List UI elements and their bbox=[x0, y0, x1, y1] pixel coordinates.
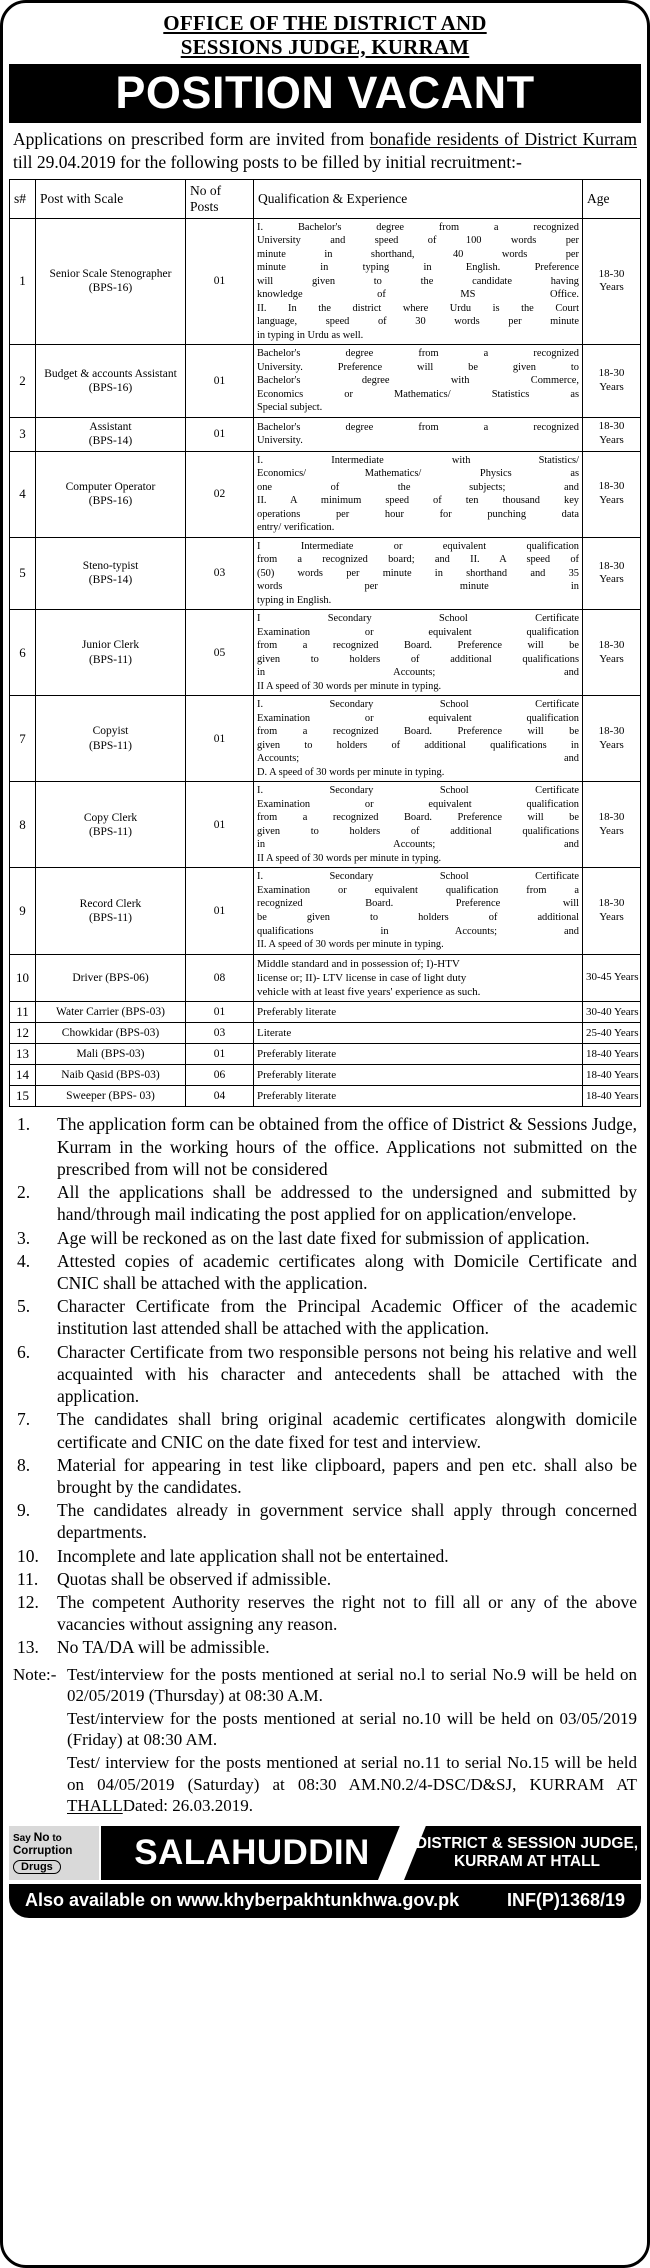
table-row bbox=[10, 954, 641, 1002]
condition-number: 10. bbox=[17, 1545, 39, 1566]
note-line-3-b: Dated: 26.03.2019. bbox=[122, 1796, 254, 1816]
post-title: Steno-typist bbox=[82, 560, 139, 572]
cell-post bbox=[36, 1002, 186, 1023]
post-title: Assistant bbox=[89, 420, 132, 433]
condition-item bbox=[11, 1568, 637, 1590]
age-unit: Years bbox=[599, 494, 624, 507]
condition-text: Age will be reckoned as on the last date fixed for submission of application. bbox=[57, 1227, 590, 1248]
cell-age: 18-40 Years bbox=[583, 1086, 641, 1107]
office-heading bbox=[9, 7, 641, 62]
note-block bbox=[9, 1660, 641, 1818]
qualification-line: II. In the district where Urdu is the Court bbox=[257, 302, 579, 314]
col-header-post: Post with Scale bbox=[36, 179, 186, 218]
cell-age: 30-45 Years bbox=[583, 954, 641, 1002]
cell-serial: 13 bbox=[10, 1044, 36, 1065]
cell-no-of-posts: 02 bbox=[186, 451, 254, 537]
table-row bbox=[10, 218, 641, 345]
table-row bbox=[10, 1002, 641, 1023]
condition-text: All the applications shall be addressed to the undersigned and submitted by hand/through mail indicating the post applied for on application/envelope. bbox=[57, 1182, 637, 1225]
signatory-title-line2: KURRAM AT HTALL bbox=[453, 1852, 601, 1870]
cell-post bbox=[36, 1086, 186, 1107]
cell-serial: 10 bbox=[10, 954, 36, 1002]
cell-no-of-posts: 04 bbox=[186, 1086, 254, 1107]
cell-post bbox=[36, 1023, 186, 1044]
age-range: 18-30 bbox=[598, 638, 625, 651]
condition-item bbox=[11, 1499, 637, 1543]
intro-underlined: bonafide residents of District Kurram bbox=[369, 129, 637, 150]
condition-item bbox=[11, 1545, 637, 1567]
cell-post bbox=[36, 696, 186, 782]
post-title: Water Carrier (BPS-03) bbox=[56, 1006, 165, 1019]
qualification-line: University. bbox=[257, 435, 303, 447]
intro-part1: Applications on prescribed form are invited from bbox=[13, 129, 370, 150]
cell-age bbox=[583, 696, 641, 782]
cell-age: 30-40 Years bbox=[583, 1002, 641, 1023]
no-text: No bbox=[33, 1830, 50, 1845]
cell-qualification bbox=[254, 782, 583, 868]
qualification-line: Bachelor's degree from a recognized bbox=[257, 421, 579, 433]
cell-no-of-posts: 08 bbox=[186, 954, 254, 1002]
age-range: 18-30 bbox=[598, 267, 625, 280]
note-line-2: Test/interview for the posts mentioned at serial no.10 will be held on 03/05/2019 (Friday) at 08:30 AM. bbox=[67, 1708, 637, 1750]
qualification-line: I. Bachelor's degree from a recognized bbox=[257, 221, 579, 233]
cell-qualification bbox=[254, 1044, 583, 1065]
cell-serial: 14 bbox=[10, 1065, 36, 1086]
conditions-list bbox=[9, 1113, 641, 1658]
qualification-line: II. A speed of 30 words per minute in typing. bbox=[257, 939, 444, 951]
inf-code: INF(P)1368/19 bbox=[506, 1889, 625, 1910]
cell-qualification bbox=[254, 610, 583, 696]
to-text: to bbox=[49, 1833, 62, 1845]
condition-text: Incomplete and late application shall not be entertained. bbox=[57, 1545, 449, 1566]
qualification-line: Accounts; and bbox=[257, 753, 579, 765]
condition-number: 12. bbox=[17, 1592, 39, 1613]
condition-text: Attested copies of academic certificates along with Domicile Certificate and CNIC shall be attached with the application. bbox=[57, 1250, 637, 1293]
condition-number: 7. bbox=[17, 1409, 31, 1430]
qualification-line: Economics or Mathematics/ Statistics as bbox=[257, 388, 579, 400]
post-scale: (BPS-16) bbox=[88, 282, 133, 295]
office-heading-line1: OFFICE OF THE DISTRICT AND bbox=[163, 11, 487, 35]
table-row bbox=[10, 1065, 641, 1086]
post-scale: (BPS-14) bbox=[88, 574, 133, 587]
qualification-line: (50) words per minute in shorthand and 35 bbox=[257, 567, 579, 579]
cell-no-of-posts: 01 bbox=[186, 696, 254, 782]
cell-no-of-posts: 03 bbox=[186, 537, 254, 610]
cell-qualification bbox=[254, 1023, 583, 1044]
cell-serial: 5 bbox=[10, 537, 36, 610]
table-row bbox=[10, 782, 641, 868]
condition-text: No TA/DA will be admissible. bbox=[57, 1637, 270, 1658]
cell-post bbox=[36, 954, 186, 1002]
condition-number: 3. bbox=[17, 1227, 31, 1248]
cell-qualification bbox=[254, 1086, 583, 1107]
qualification-line: D. A speed of 30 words per minute in typing. bbox=[257, 766, 445, 778]
cell-serial: 4 bbox=[10, 451, 36, 537]
qualification-line: Examination or equivalent qualification bbox=[257, 798, 579, 810]
qualification-line: given to holders of additional qualifications in bbox=[257, 739, 579, 751]
qualification-line: minute in shorthand, 40 words per bbox=[257, 248, 579, 260]
qualification-line: Examination or equivalent qualification bbox=[257, 712, 579, 724]
qualification-line: I Intermediate or equivalent qualification bbox=[257, 540, 579, 552]
note-label: Note:- bbox=[13, 1664, 57, 1684]
qualification-line: Bachelor's degree from a recognized bbox=[257, 348, 579, 360]
posts-table-body bbox=[10, 218, 641, 1107]
table-row bbox=[10, 537, 641, 610]
cell-age bbox=[583, 868, 641, 954]
cell-no-of-posts: 03 bbox=[186, 1023, 254, 1044]
cell-post bbox=[36, 345, 186, 418]
condition-number: 5. bbox=[17, 1296, 31, 1317]
qualification-line: Economics/ Mathematics/ Physics as bbox=[257, 468, 579, 480]
website-text: Also available on www.khyberpakhtunkhwa.gov.pk bbox=[25, 1889, 460, 1910]
cell-age bbox=[583, 218, 641, 345]
qualification-line: in Accounts; and bbox=[257, 667, 579, 679]
cell-age bbox=[583, 610, 641, 696]
qualification-line: knowledge of MS Office. bbox=[257, 289, 579, 301]
age-range: 18-30 bbox=[598, 811, 625, 824]
qualification-line: from a recognized Board. Preference will be bbox=[257, 640, 579, 652]
age-range: 18-30 bbox=[598, 897, 625, 910]
qualification-line: in Accounts; and bbox=[257, 839, 579, 851]
table-row bbox=[10, 696, 641, 782]
qualification-line: Special subject. bbox=[257, 402, 323, 414]
footer-strip bbox=[9, 1884, 641, 1918]
condition-text: The application form can be obtained from the office of District & Sessions Judge, Kurram in the working hours of the office. Applications not submitted on the prescribed from will not be considered bbox=[57, 1114, 637, 1179]
cell-no-of-posts: 01 bbox=[186, 1002, 254, 1023]
qualification-line: one of the subjects; and bbox=[257, 481, 579, 493]
condition-number: 2. bbox=[17, 1182, 31, 1203]
qualification-line: minute in typing in English. Preference bbox=[257, 262, 579, 274]
table-row bbox=[10, 345, 641, 418]
qualification-line: I Secondary School Certificate bbox=[257, 613, 579, 625]
qualification-line: Bachelor's degree with Commerce, bbox=[257, 375, 579, 387]
cell-age bbox=[583, 417, 641, 451]
signature-strip bbox=[9, 1826, 641, 1880]
cell-serial: 15 bbox=[10, 1086, 36, 1107]
qualification-line: Literate bbox=[257, 1027, 292, 1040]
table-row bbox=[10, 1086, 641, 1107]
condition-number: 4. bbox=[17, 1250, 31, 1271]
qualification-line: I. Secondary School Certificate bbox=[257, 699, 579, 711]
table-row bbox=[10, 610, 641, 696]
age-unit: Years bbox=[599, 911, 624, 923]
intro-part2: till 29.04.2019 for the following posts to be filled by initial recruitment:- bbox=[13, 151, 522, 172]
post-title: Sweeper (BPS- 03) bbox=[66, 1090, 155, 1103]
post-scale: (BPS-16) bbox=[88, 381, 133, 394]
post-scale: (BPS-11) bbox=[88, 653, 133, 666]
cell-qualification bbox=[254, 345, 583, 418]
post-title: Driver (BPS-06) bbox=[72, 971, 149, 984]
note-line-3 bbox=[67, 1752, 637, 1817]
qualification-line: license or; II)- LTV license in case of light duty bbox=[257, 971, 467, 984]
condition-number: 11. bbox=[17, 1568, 39, 1589]
age-unit: Years bbox=[599, 652, 624, 665]
qualification-line: words per minute in bbox=[257, 581, 579, 593]
condition-text: Material for appearing in test like clipboard, papers and pen etc. shall also be brought by the candidates. bbox=[57, 1454, 637, 1497]
qualification-line: Preferably literate bbox=[257, 1090, 337, 1103]
post-scale: (BPS-11) bbox=[88, 739, 133, 752]
note-line-1: Test/interview for the posts mentioned at serial no.l to serial No.9 will be held on 02/05/2019 (Thursday) at 08:30 A.M. bbox=[67, 1664, 637, 1706]
cell-age: 18-40 Years bbox=[583, 1044, 641, 1065]
intro-paragraph bbox=[9, 123, 641, 178]
age-range: 18-30 bbox=[598, 367, 625, 380]
age-unit: Years bbox=[599, 380, 624, 393]
qualification-line: given to holders of additional qualifications bbox=[257, 825, 579, 837]
cell-qualification bbox=[254, 537, 583, 610]
qualification-line: Middle standard and in possession of; I)-HTV bbox=[257, 957, 460, 970]
signatory-name: SALAHUDDIN bbox=[101, 1826, 403, 1880]
anti-corruption-line2: Corruption bbox=[13, 1844, 73, 1857]
qualification-line: II. A minimum speed of ten thousand key bbox=[257, 495, 579, 507]
condition-item bbox=[11, 1295, 637, 1339]
qualification-line: vehicle with at least five years' experience as such. bbox=[257, 986, 481, 999]
table-row bbox=[10, 868, 641, 954]
post-scale: (BPS-11) bbox=[88, 912, 133, 924]
signatory-title-line1: DISTRICT & SESSION JUDGE, bbox=[415, 1834, 639, 1852]
cell-no-of-posts: 05 bbox=[186, 610, 254, 696]
condition-text: The candidates shall bring original academic certificates alongwith domicile certificate and CNIC on the date fixed for test and interview. bbox=[57, 1409, 637, 1452]
cell-no-of-posts: 06 bbox=[186, 1065, 254, 1086]
qualification-line: entry/ verification. bbox=[257, 522, 335, 534]
qualification-line: given to holders of additional qualifications bbox=[257, 653, 579, 665]
post-scale: (BPS-11) bbox=[88, 825, 133, 838]
cell-no-of-posts: 01 bbox=[186, 1044, 254, 1065]
table-row bbox=[10, 1044, 641, 1065]
qualification-line: from a recognized Board. Preference will be bbox=[257, 726, 579, 738]
age-unit: Years bbox=[599, 824, 624, 837]
cell-qualification bbox=[254, 218, 583, 345]
age-unit: Years bbox=[599, 738, 624, 751]
condition-text: The candidates already in government service shall apply through concerned departments. bbox=[57, 1500, 637, 1543]
cell-no-of-posts: 01 bbox=[186, 417, 254, 451]
office-heading-line2: SESSIONS JUDGE, KURRAM bbox=[180, 34, 470, 59]
age-unit: Years bbox=[599, 281, 624, 294]
cell-qualification bbox=[254, 417, 583, 451]
col-header-no-of-posts: No of Posts bbox=[186, 179, 254, 218]
say-text: Say bbox=[13, 1833, 34, 1845]
condition-item bbox=[11, 1227, 637, 1249]
qualification-line: operations per hour for punching data bbox=[257, 508, 579, 520]
cell-post bbox=[36, 451, 186, 537]
qualification-line: Examination or equivalent qualification from a bbox=[257, 884, 579, 896]
qualification-line: from a recognized Board. Preference will be bbox=[257, 812, 579, 824]
post-scale: (BPS-16) bbox=[88, 495, 133, 508]
age-unit: Years bbox=[599, 573, 624, 586]
condition-item bbox=[11, 1250, 637, 1294]
cell-age bbox=[583, 782, 641, 868]
table-row bbox=[10, 451, 641, 537]
table-header-row bbox=[10, 179, 641, 218]
post-title: Senior Scale Stenographer bbox=[49, 267, 172, 280]
cell-qualification bbox=[254, 954, 583, 1002]
qualification-line: Examination or equivalent qualification bbox=[257, 626, 579, 638]
cell-age: 18-40 Years bbox=[583, 1065, 641, 1086]
position-vacant-banner: POSITION VACANT bbox=[9, 64, 641, 123]
note-line-3-underlined: THALL bbox=[67, 1796, 123, 1816]
anti-drugs-pill: Drugs bbox=[13, 1860, 61, 1874]
qualification-line: language, speed of 30 words per minute bbox=[257, 316, 579, 328]
cell-post bbox=[36, 1065, 186, 1086]
anti-corruption-line1 bbox=[13, 1831, 62, 1844]
col-header-age: Age bbox=[583, 179, 641, 218]
age-range: 18-30 bbox=[598, 725, 625, 738]
cell-serial: 6 bbox=[10, 610, 36, 696]
qualification-line: in typing in Urdu as well. bbox=[257, 329, 364, 341]
cell-serial: 1 bbox=[10, 218, 36, 345]
cell-no-of-posts: 01 bbox=[186, 345, 254, 418]
qualification-line: typing in English. bbox=[257, 594, 332, 606]
condition-text: Character Certificate from two responsible persons not being his relative and well acquainted with his character and antecedents shall be attached with the application. bbox=[57, 1341, 637, 1407]
qualification-line: Preferably literate bbox=[257, 1069, 337, 1082]
qualification-line: will given to the candidate having bbox=[257, 275, 579, 287]
signatory-title bbox=[403, 1826, 641, 1880]
qualification-line: University and speed of 100 words per bbox=[257, 235, 579, 247]
post-title: Budget & accounts Assistant bbox=[44, 367, 177, 380]
cell-serial: 11 bbox=[10, 1002, 36, 1023]
condition-text: The competent Authority reserves the right not to fill all or any of the above vacancies without assigning any reason. bbox=[57, 1592, 637, 1635]
cell-age: 25-40 Years bbox=[583, 1023, 641, 1044]
cell-serial: 12 bbox=[10, 1023, 36, 1044]
qualification-line: II A speed of 30 words per minute in typing. bbox=[257, 852, 442, 864]
condition-number: 1. bbox=[17, 1114, 31, 1135]
cell-serial: 7 bbox=[10, 696, 36, 782]
qualification-line: Preferably literate bbox=[257, 1006, 337, 1019]
post-title: Mali (BPS-03) bbox=[76, 1048, 145, 1061]
cell-post bbox=[36, 1044, 186, 1065]
age-unit: Years bbox=[599, 434, 624, 447]
qualification-line: recognized Board. Preference will bbox=[257, 898, 579, 910]
condition-number: 9. bbox=[17, 1500, 31, 1521]
cell-post bbox=[36, 218, 186, 345]
condition-item bbox=[11, 1454, 637, 1498]
cell-no-of-posts: 01 bbox=[186, 868, 254, 954]
cell-serial: 8 bbox=[10, 782, 36, 868]
col-header-serial: s# bbox=[10, 179, 36, 218]
age-range: 18-30 bbox=[598, 480, 625, 493]
cell-serial: 9 bbox=[10, 868, 36, 954]
qualification-line: I. Intermediate with Statistics/ bbox=[257, 454, 579, 466]
cell-post bbox=[36, 537, 186, 610]
condition-item bbox=[11, 1636, 637, 1658]
cell-post bbox=[36, 610, 186, 696]
qualification-line: I. Secondary School Certificate bbox=[257, 785, 579, 797]
cell-qualification bbox=[254, 696, 583, 782]
cell-no-of-posts: 01 bbox=[186, 782, 254, 868]
condition-item bbox=[11, 1591, 637, 1635]
post-title: Naib Qasid (BPS-03) bbox=[61, 1069, 160, 1082]
post-title: Record Clerk bbox=[79, 897, 142, 910]
cell-post bbox=[36, 868, 186, 954]
condition-number: 8. bbox=[17, 1454, 31, 1475]
table-row bbox=[10, 1023, 641, 1044]
cell-no-of-posts: 01 bbox=[186, 218, 254, 345]
qualification-line: qualifications in Accounts; and bbox=[257, 925, 579, 937]
condition-number: 13. bbox=[17, 1637, 39, 1658]
cell-qualification bbox=[254, 1065, 583, 1086]
cell-age bbox=[583, 451, 641, 537]
age-range: 18-30 bbox=[598, 559, 625, 572]
qualification-line: be given to holders of additional bbox=[257, 912, 579, 923]
col-header-qualification: Qualification & Experience bbox=[254, 179, 583, 218]
cell-qualification bbox=[254, 868, 583, 954]
condition-number: 6. bbox=[17, 1341, 31, 1362]
cell-post bbox=[36, 782, 186, 868]
post-scale: (BPS-14) bbox=[88, 435, 133, 448]
post-title: Computer Operator bbox=[65, 480, 156, 493]
age-range: 18-30 bbox=[598, 420, 625, 433]
table-row bbox=[10, 417, 641, 451]
condition-text: Character Certificate from the Principal Academic Officer of the academic institution last attended shall be attached with the application. bbox=[57, 1296, 637, 1339]
post-title: Chowkidar (BPS-03) bbox=[61, 1027, 160, 1040]
note-line-3-a: Test/ interview for the posts mentioned at serial no.11 to serial No.15 will be held on 04/05/2019 (Saturday) at 08:30 AM.N0.2/4-DSC/D&SJ, KURRAM AT bbox=[67, 1753, 637, 1794]
cell-qualification bbox=[254, 1002, 583, 1023]
posts-table bbox=[9, 179, 641, 1108]
condition-item bbox=[11, 1181, 637, 1225]
condition-item bbox=[11, 1113, 637, 1180]
cell-serial: 2 bbox=[10, 345, 36, 418]
qualification-line: from a recognized board; and II. A speed of bbox=[257, 554, 579, 566]
qualification-line: I. Secondary School Certificate bbox=[257, 871, 579, 883]
qualification-line: Preferably literate bbox=[257, 1048, 337, 1061]
note-body bbox=[67, 1664, 637, 1818]
qualification-line: University. Preference will be given to bbox=[257, 361, 579, 373]
post-title: Junior Clerk bbox=[81, 639, 140, 652]
cell-qualification bbox=[254, 451, 583, 537]
condition-item bbox=[11, 1408, 637, 1452]
cell-age bbox=[583, 345, 641, 418]
cell-post bbox=[36, 417, 186, 451]
anti-corruption-badge bbox=[9, 1826, 101, 1880]
condition-text: Quotas shall be observed if admissible. bbox=[57, 1568, 332, 1589]
cell-serial: 3 bbox=[10, 417, 36, 451]
qualification-line: II A speed of 30 words per minute in typing. bbox=[257, 680, 442, 692]
post-title: Copyist bbox=[92, 725, 129, 738]
condition-item bbox=[11, 1341, 637, 1408]
post-title: Copy Clerk bbox=[83, 811, 138, 824]
cell-age bbox=[583, 537, 641, 610]
